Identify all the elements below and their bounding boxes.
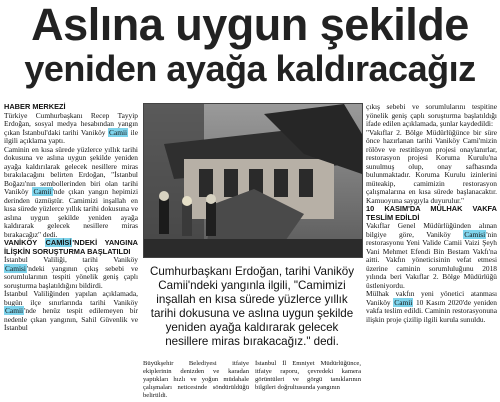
right-paragraph-2: "Vakıflar 2. Bölge Müdürlüğünce bir süre önce hazırlanan tarihi Vaniköy Cami'mizin rölöve ve restitüsyon projesi onaylanırlar, restorasyon projesi Koruma Kurulu'na sunulmuş olup, onay safhasında bulunmaktadır. Koruma Kurulu izinlerini müteakip, camimizin restorasyon çalışmalarına en kısa sürede başlanacaktır. Kamuoyuna saygıyla duyurulur." — [366, 127, 497, 205]
left-subhead: VANİKÖY CAMİSİ'NDEKİ YANGINA İLİŞKİN SORUŞTURMA BAŞLATILDI — [4, 238, 138, 256]
right-column — [366, 103, 497, 324]
mosque-fire-photo — [143, 103, 363, 258]
headline-line-2: yeniden ayağa kaldıracağız — [24, 48, 476, 89]
left-column — [4, 103, 138, 333]
highlight-camii: Camii — [33, 187, 52, 196]
left-paragraph-4: İstanbul Valiliğinden yapılan açıklamada, bugün ilçe sınırlarında tarihi Vaniköy Camii'nde henüz tespit edilemeyen bir nedenle çıkan yangının, Sahil Güvenlik ve İstanbul — [4, 289, 138, 332]
highlight-camii: Camii — [5, 306, 24, 315]
lower-middle-column-1: Büyükşehir Belediyesi itfaiye ekiplerinin denizden ve karadan yaptıkları hızlı ve yoğun müdahale çalışmaları neticesinde söndürüldüğü belirtildi. — [143, 360, 249, 399]
right-paragraph-4: Mülhak vakfın yeni yönetici atanması Vaniköy Camii 10 Kasım 2020'de yeniden vakfa teslim edildi. Caminin restorasyonuna ilişkin proje çizilip ilgili kurula sunuldu. — [366, 289, 498, 324]
highlight-camisi: Camisi — [5, 263, 26, 273]
right-paragraph-3: Vakıflar Genel Müdürlüğünden alınan bilgiye göre, Vaniköy Camisi'nin restorasyonu Yeni Valide Camii Vaizi Şeyh Vani Mehmet Efendi Bin Bestam Vakfı'na aitti. Vakfın yöneticisinin vefat etmesi üzerine caminin sorumluluğunu 2018 yılında beri Vakıflar 2. Bölge Müdürlüğü üstleniyordu. — [366, 221, 497, 290]
highlight-camisi: CAMİSİ — [45, 238, 72, 247]
lower-middle-column-2: İstanbul İl Emniyet Müdürlüğünce, itfaiye raporu, çevredeki kamera görüntüleri ve görgü tanıklarının bilgileri doğrultusunda yangının — [255, 360, 361, 391]
highlight-camisi: Camisi — [464, 229, 486, 239]
byline: HABER MERKEZİ — [4, 102, 66, 111]
photo-caption: Cumhurbaşkanı Erdoğan, tarihi Vaniköy Camii'ndeki yangınla ilgili, "Camimizi inşallah en kısa sürede yüzlerce yıllık tarihi dokusuna ve aslına uygun şekilde yeniden ayağa kaldırarak gelecek nesillere miras bırakacağız." dedi. — [149, 265, 355, 348]
left-paragraph-1: Türkiye Cumhurbaşkanı Recep Tayyip Erdoğan, sosyal medya hesabından yangın çıkan İstanbul'daki tarihi Vaniköy Camii ile ilgili açıklama yaptı. — [4, 110, 138, 145]
highlight-camii: Camii — [394, 297, 413, 307]
left-paragraph-2: Caminin en kısa sürede yüzlerce yıllık tarihi dokusuna ve aslına uygun şekilde yeniden ayağa kaldırılarak gelecek nesillere miras bırakılacağını belirten Erdoğan, "İstanbul Boğazı'nın sembollerinden biri olan tarihi Vaniköy Camii'nde çıkan yangın hepimizi derinden üzmüştür. Camimizi inşallah en kısa sürede yüzlerce yıllık tarihi dokusuna ve aslına uygun şekilde yeniden ayağa kaldırarak gelecek nesillere miras bırakacağız" dedi. — [4, 144, 139, 239]
highlight-camii: Camii — [109, 127, 128, 137]
left-paragraph-3: İstanbul Valiliği, tarihi Vaniköy Camisi'ndeki yangının çıkış sebebi ve sorumlularının tespiti yönelik geniş çaplı soruşturma başlatıldığını bildirdi. — [4, 255, 138, 290]
headline-line-1: Aslına uygun şekilde — [31, 0, 469, 50]
right-subhead: 10 KASIM'DA MÜLHAK VAKFA TESLİM EDİLDİ — [366, 204, 497, 222]
photo-illustration — [144, 104, 362, 257]
right-paragraph-1: çıkış sebebi ve sorumlularını tespitine yönelik geniş çaplı soruşturma başlatıldığı ifade edilen açıklamada, şunlar kaydedildi: — [366, 102, 497, 128]
